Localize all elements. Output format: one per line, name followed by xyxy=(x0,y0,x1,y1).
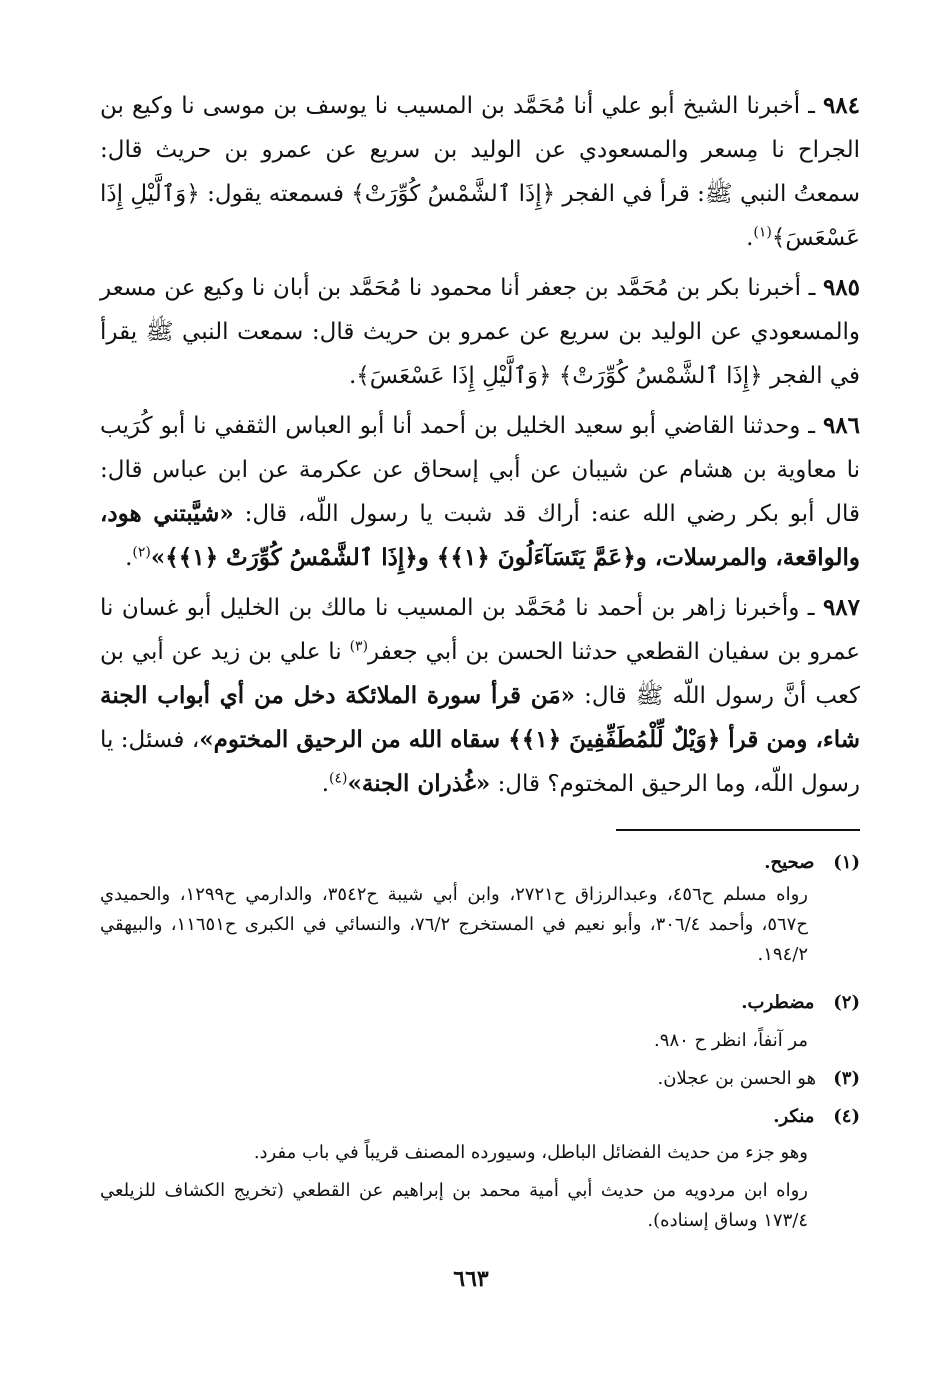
hadith-number: ٩٨٦ xyxy=(822,412,861,439)
hadith-tail: . xyxy=(321,771,330,797)
hadith-tail: . xyxy=(125,545,133,571)
hadith-text-continued: ، فسئل: يا رسول اللّه، وما الرحيق المختوم؟ قال: xyxy=(100,727,860,797)
footnote-ref: (٤) xyxy=(329,770,348,787)
footnote-grade: منكر. xyxy=(773,1106,815,1127)
hadith-number: ٩٨٤ xyxy=(822,92,861,119)
hadith-text: ـ أخبرنا الشيخ أبو علي أنا مُحَمَّد بن المسيب نا يوسف بن موسى نا وكيع بن الجراح نا مِسعر والمسعودي عن الوليد بن سريع عن عمرو بن حريث قال: سمعتُ النبي ﷺ: قرأ في الفجر ﴿إِذَا ٱلشَّمْسُ كُوِّرَتْ﴾ فسمعته يقول: ﴿وَٱلَّيْلِ إِذَا عَسْعَسَ﴾ xyxy=(100,93,860,251)
footnote-1-body: رواه مسلم ح٤٥٦، وعبدالرزاق ح٢٧٢١، وابن أبي شيبة ح٣٥٤٢، والدارمي ح١٢٩٩، والحميدي ح٥٦٧، وأحمد ٣٠٦/٤، وأبو نعيم في المستخرج ٧٦/٢، والنسائي في الكبرى ح١١٦٥١، والبيهقي ١٩٤/٢. xyxy=(100,884,808,965)
footnote-ref: (١) xyxy=(753,224,772,241)
footnote-number: (٣) xyxy=(833,1068,860,1089)
footnote-ref: (٢) xyxy=(132,544,151,561)
footnote-4-heading xyxy=(100,1102,860,1132)
hadith-985 xyxy=(100,266,860,398)
hadith-text-continued: نا علي بن زيد عن أبي بن كعب أنَّ رسول اللّه ﷺ قال: xyxy=(100,639,860,709)
footnote-number: (٤) xyxy=(833,1106,860,1127)
footnote-grade: صحيح. xyxy=(764,852,815,873)
footnote-2-heading xyxy=(100,988,860,1018)
page-number: ٦٦٣ xyxy=(453,1266,489,1292)
hadith-number: ٩٨٥ xyxy=(822,274,860,301)
footnote-number: (٢) xyxy=(833,992,860,1013)
footnote-grade: مضطرب. xyxy=(741,992,815,1013)
hadith-text: ـ أخبرنا بكر بن مُحَمَّد بن جعفر أنا محمود نا مُحَمَّد بن أبان نا وكيع عن مسعر والمسعودي عن الوليد بن سريع عن عمرو بن حريث قال: سمعت النبي ﷺ يقرأ في الفجر ﴿إِذَا ٱلشَّمْسُ كُوِّرَتْ﴾ ﴿وَٱلَّيْلِ إِذَا عَسْعَسَ﴾. xyxy=(100,275,860,389)
hadith-987 xyxy=(100,586,860,806)
footnote-divider xyxy=(616,829,860,831)
hadith-tail: . xyxy=(746,225,754,251)
footnote-4-body-2: رواه ابن مردويه من حديث أبي أمية محمد بن إبراهيم عن القطعي (تخريج الكشاف للزيلعي ١٧٣/٤ وساق إسناده). xyxy=(100,1180,808,1231)
hadith-quote: «مَن قرأ سورة الملائكة دخل من أي أبواب الجنة شاء، ومن قرأ ﴿وَيْلٌ لِّلْمُطَفِّفِينَ ﴿١﴾﴾ سقاه الله من الرحيق المختوم» xyxy=(100,682,861,753)
hadith-text: ـ وحدثنا القاضي أبو سعيد الخليل بن أحمد أنا أبو العباس الثقفي نا أبو كُرَيب نا معاوية بن هشام عن شيبان عن أبي إسحاق عن عكرمة عن ابن عباس قال: قال أبو بكر رضي الله عنه: أراك قد شبت يا رسول اللّه، قال: xyxy=(100,413,861,527)
footnote-3 xyxy=(100,1064,860,1094)
footnote-ref: (٣) xyxy=(349,638,369,655)
hadith-quote: «شيَّبتني هود، والواقعة، والمرسلات، و﴿عَمَّ يَتَسَآءَلُونَ ﴿١﴾﴾ و﴿إِذَا ٱلشَّمْسُ كُوِّرَتْ ﴿١﴾﴾» xyxy=(100,500,860,571)
footnote-text: هو الحسن بن عجلان. xyxy=(657,1068,817,1089)
footnote-2-body: مر آنفاً، انظر ح ٩٨٠. xyxy=(654,1030,808,1051)
footnote-4-body: وهو جزء من حديث الفضائل الباطل، وسيورده المصنف قريباً في باب مفرد. xyxy=(253,1142,808,1163)
footnote-number: (١) xyxy=(833,852,860,873)
hadith-text: ـ وأخبرنا زاهر بن أحمد نا مُحَمَّد بن المسيب نا مالك بن الخليل أبو غسان نا عمرو بن سفيان القطعي حدثنا الحسن بن أبي جعفر xyxy=(100,595,860,665)
hadith-986 xyxy=(100,404,860,580)
hadith-quote: «غُذران الجنة» xyxy=(347,770,491,797)
hadith-984 xyxy=(100,84,860,260)
footnote-1-heading xyxy=(100,848,860,878)
hadith-number: ٩٨٧ xyxy=(822,594,860,621)
